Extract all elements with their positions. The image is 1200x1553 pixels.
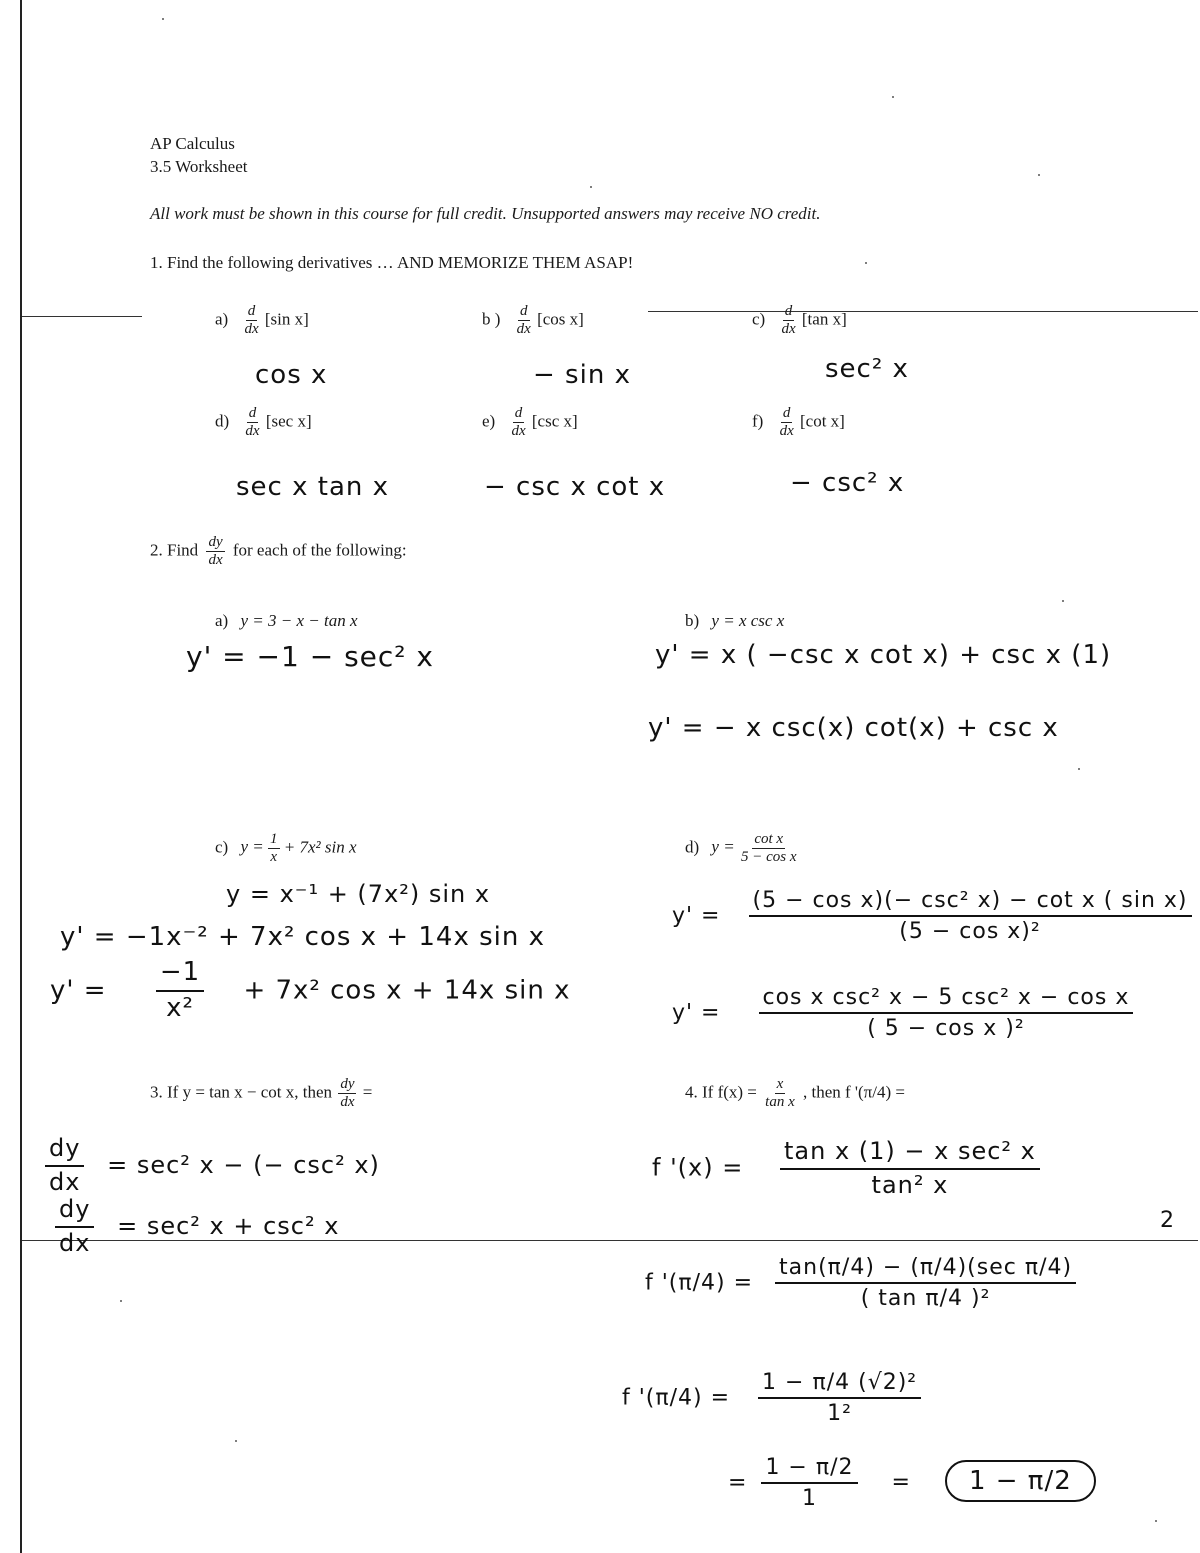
q2c-final-fraction: $\frac{-1}{\text{x²}}$ — [156, 958, 204, 1024]
scan-speck — [892, 96, 894, 98]
q3-dy-dx: $\frac{dy}{dx}$ — [55, 1196, 94, 1257]
q2b-equation: y = x csc x — [711, 611, 785, 630]
q1-item-a — [215, 304, 309, 337]
q4-prompt-pre: 4. If f(x) = — [685, 1082, 757, 1102]
q1-a-label: a) — [215, 309, 229, 329]
scan-speck — [865, 262, 867, 264]
q2c-final — [50, 958, 570, 1024]
q1-a-expr: [sin x] — [264, 309, 309, 329]
q4-prompt-post: , then f '(π/4) = — [802, 1082, 905, 1102]
d-dx-operator: $\frac{d}{dx}$ — [511, 405, 526, 439]
scan-speck — [1155, 1520, 1157, 1522]
q2d-work2-fraction: $\frac{\text{cos x csc² x − 5 csc² x − cos x}}{\text{( 5 − cos x )²}}$ — [759, 985, 1134, 1042]
q3-prompt-pre: 3. If y = tan x − cot x, then — [150, 1082, 333, 1102]
q2b-work-line-2: y' = − x csc(x) cot(x) + csc x — [648, 713, 1059, 743]
q2a-label: a) — [215, 611, 229, 630]
q1-e-expr: [csc x] — [531, 411, 578, 431]
scan-speck — [235, 1440, 237, 1442]
course-title: AP Calculus — [150, 134, 235, 153]
q1-f-answer: − csc² x — [790, 468, 905, 498]
q1-c-answer: sec² x — [825, 354, 909, 384]
q2d-fraction: $\frac{\text{cot x}}{\text{5 − cos x}}$ — [740, 831, 797, 865]
q4-equals: = — [891, 1470, 911, 1496]
q4-work4-lhs: = — [728, 1470, 748, 1496]
worksheet-title: 3.5 Worksheet — [150, 157, 248, 176]
q1-e-answer: − csc x cot x — [484, 472, 666, 502]
q2c-work-line-1: y = x⁻¹ + (7x²) sin x — [226, 880, 491, 908]
q1-d-label: d) — [215, 411, 230, 431]
q2d-work1-lhs: y' = — [672, 903, 721, 929]
q2c-problem — [215, 832, 357, 865]
scan-edge-line — [20, 0, 22, 1553]
d-dx-operator: $\frac{d}{dx}$ — [244, 303, 259, 337]
q1-item-c — [752, 304, 847, 337]
scan-speck — [1062, 600, 1064, 602]
q1-b-answer: − sin x — [533, 360, 631, 390]
q2c-final-rest: + 7x² cos x + 14x sin x — [243, 975, 571, 1006]
q1-item-f — [752, 406, 845, 439]
q1-f-label: f) — [752, 411, 764, 431]
q2d-work-1 — [672, 888, 1192, 945]
q1-c-label: c) — [752, 309, 766, 329]
q2-prompt — [150, 535, 407, 568]
q4-exponent-mark: 2 — [1160, 1208, 1175, 1233]
scan-rule-right — [648, 311, 1198, 312]
q2c-work-line-2: y' = −1x⁻² + 7x² cos x + 14x sin x — [60, 922, 545, 952]
q4-work2-lhs: f '(π/4) = — [645, 1270, 754, 1296]
q1-c-expr: [tan x] — [801, 309, 847, 329]
q3-prompt — [150, 1077, 372, 1110]
q4-f-fraction: $\frac{x}{\text{tan x}}$ — [765, 1076, 795, 1110]
q4-work3-lhs: f '(π/4) = — [622, 1385, 731, 1411]
q2d-work1-fraction: $\frac{\text{(5 − cos x)(− csc² x) − cot x ( sin x)}}{\text{(5 − cos x)²}}$ — [749, 888, 1192, 945]
q4-work-1 — [652, 1138, 1040, 1199]
q2c-y-eq: y = — [240, 837, 264, 857]
scan-speck — [162, 18, 164, 20]
q2d-y-eq: y = — [711, 837, 735, 857]
q2a-work-line: y' = −1 − sec² x — [186, 640, 434, 673]
q1-item-d — [215, 406, 312, 439]
q2a-problem — [215, 611, 358, 631]
q1-b-label: b ) — [482, 309, 501, 329]
q1-item-b — [482, 304, 584, 337]
q1-b-expr: [cos x] — [537, 309, 584, 329]
q1-prompt: 1. Find the following derivatives … AND MEMORIZE THEM ASAP! — [150, 253, 634, 272]
scan-speck — [1038, 174, 1040, 176]
q4-work2-fraction: $\frac{\text{tan(π/4) − (π/4)(sec π/4)}}{\text{( tan π/4 )²}}$ — [775, 1255, 1076, 1312]
q4-work-4 — [728, 1455, 1096, 1512]
q4-work3-fraction: $\frac{\text{1 − π/4 (√2)²}}{\text{1²}}$ — [758, 1370, 921, 1427]
q1-f-expr: [cot x] — [800, 411, 845, 431]
q2d-label: d) — [685, 837, 700, 857]
q3-work1-rhs: = sec² x − (− csc² x) — [107, 1150, 380, 1179]
scan-speck — [120, 1300, 122, 1302]
q2-prompt-pre: 2. Find — [150, 540, 199, 560]
q1-d-expr: [sec x] — [265, 411, 312, 431]
q4-work4-fraction: $\frac{1 - \pi/2}{1}$ — [761, 1455, 857, 1512]
q2c-rest: + 7x² sin x — [283, 837, 357, 857]
q3-prompt-post: = — [362, 1082, 373, 1102]
dy-dx-fraction: $\frac{dy}{dx}$ — [208, 534, 223, 568]
scan-speck — [590, 186, 592, 188]
scan-rule-top — [22, 316, 142, 317]
d-dx-operator: $\frac{d}{dx}$ — [245, 405, 260, 439]
q3-work-line-1 — [45, 1135, 380, 1196]
q3-work2-rhs: = sec² x + csc² x — [117, 1211, 340, 1240]
d-dx-operator: $\frac{d}{dx}$ — [781, 303, 796, 337]
q1-item-e — [482, 406, 578, 439]
q3-dy-dx: $\frac{dy}{dx}$ — [45, 1135, 84, 1196]
instructions: All work must be shown in this course for full credit. Unsupported answers may receive NO credit. — [150, 204, 821, 223]
q2d-problem — [685, 832, 798, 865]
d-dx-operator: $\frac{d}{dx}$ — [779, 405, 794, 439]
q2a-equation: y = 3 − x − tan x — [240, 611, 358, 630]
q4-work1-fraction: $\frac{\text{tan x (1) − x sec² x}}{\text{tan² x}}$ — [780, 1138, 1040, 1199]
q4-work-3 — [622, 1370, 921, 1427]
q4-prompt — [685, 1077, 905, 1110]
q4-work-2 — [645, 1255, 1076, 1312]
q2c-label: c) — [215, 837, 229, 857]
q3-work-line-2 — [55, 1196, 339, 1257]
q2b-label: b) — [685, 611, 700, 630]
q2c-one-over-x: $\frac{1}{x}$ — [270, 831, 278, 865]
q2b-work-line-1: y' = x ( −csc x cot x) + csc x (1) — [655, 640, 1112, 670]
q1-e-label: e) — [482, 411, 496, 431]
q1-a-answer: cos x — [255, 360, 328, 390]
q4-final-answer: 1 − π/2 — [945, 1460, 1096, 1502]
q4-work1-lhs: f '(x) = — [652, 1153, 744, 1182]
q2b-problem — [685, 611, 784, 631]
q2d-work-2 — [672, 985, 1133, 1042]
scan-speck — [1078, 768, 1080, 770]
d-dx-operator: $\frac{d}{dx}$ — [516, 303, 531, 337]
q2c-final-lhs: y' = — [50, 975, 107, 1006]
q1-d-answer: sec x tan x — [236, 472, 390, 502]
q2-prompt-post: for each of the following: — [232, 540, 407, 560]
q2d-work2-lhs: y' = — [672, 1000, 721, 1026]
dy-dx-fraction: $\frac{dy}{dx}$ — [340, 1076, 355, 1110]
